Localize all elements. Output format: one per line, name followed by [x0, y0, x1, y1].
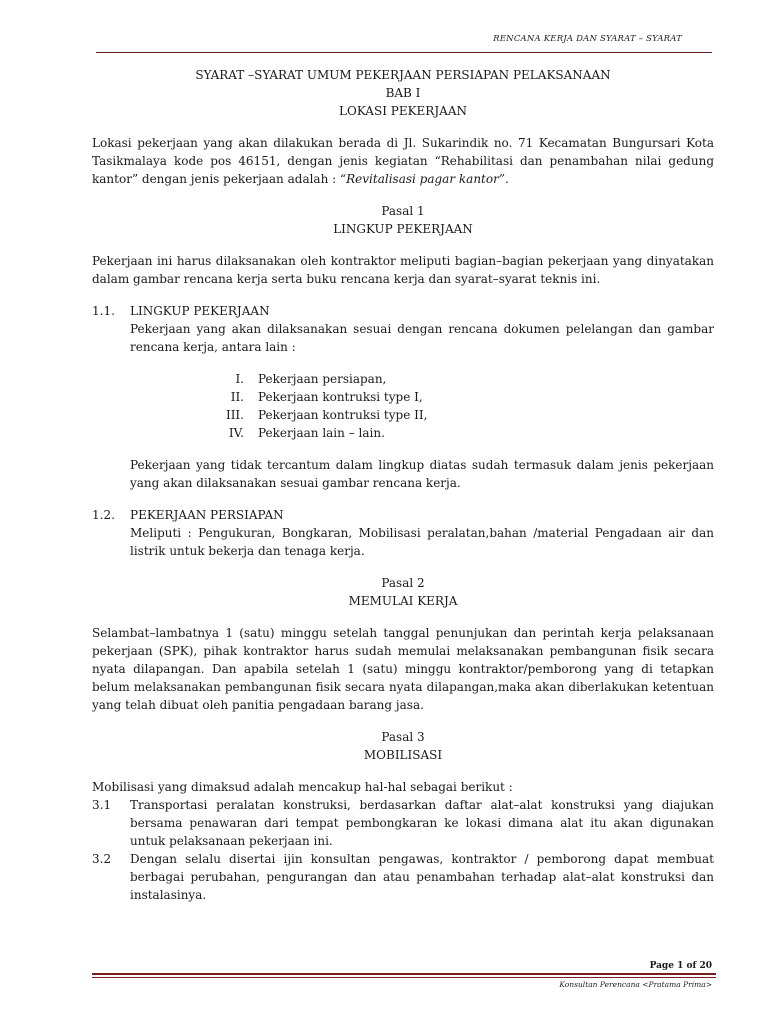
section-1-1-paragraph-2: Pekerjaan yang tidak tercantum dalam lingkup diatas sudah termasuk dalam jenis pekerjaan yang akan dilaksanakan sesuai gambar rencana kerja. — [130, 458, 714, 490]
section-title: PEKERJAAN PERSIAPAN — [130, 508, 284, 522]
running-header: RENCANA KERJA DAN SYARAT – SYARAT — [493, 34, 682, 44]
section-paragraph: Pekerjaan yang akan dilaksanakan sesuai dengan rencana dokumen pelelangan dan gambar rencana kerja, antara lain : — [130, 322, 714, 354]
pasal-1-subheading: LINGKUP PEKERJAAN — [333, 222, 473, 236]
footer-firm-name: Konsultan Perencana <Pratama Prima> — [559, 980, 712, 989]
list-item: III. Pekerjaan kontruksi type II, — [225, 408, 428, 422]
section-title: LINGKUP PEKERJAAN — [130, 304, 270, 318]
intro-italic-text: “Revitalisasi pagar kantor”. — [340, 172, 509, 186]
list-item: IV. Pekerjaan lain – lain. — [228, 426, 385, 440]
section-1-1 — [92, 302, 714, 356]
intro-paragraph — [92, 134, 714, 188]
mobilisasi-item: 3.2 Dengan selalu disertai ijin konsultan pengawas, kontraktor / pemborong dapat membuat berbagai perubahan, pengurangan dan atau penambahan terhadap alat–alat konstruksi dan instalasinya. — [92, 852, 714, 902]
chapter-title: LOKASI PEKERJAAN — [339, 104, 467, 118]
pasal-2-subheading: MEMULAI KERJA — [348, 594, 458, 608]
section-paragraph: Meliputi : Pengukuran, Bongkaran, Mobilisasi peralatan,bahan /material Pengadaan air dan listrik untuk bekerja dan tenaga kerja. — [130, 526, 714, 558]
section-number: 1.1. — [92, 304, 115, 318]
pasal-3-heading: Pasal 3 — [381, 730, 425, 744]
chapter-number: BAB I — [385, 86, 421, 100]
pasal-2-paragraph: Selambat–lambatnya 1 (satu) minggu setelah tanggal penunjukan dan perintah kerja pelaksanaan pekerjaan (SPK), pihak kontraktor harus sudah memulai melaksanakan pembangunan fisik secara nyata dilapangan. Dan apabila setelah 1 (satu) minggu kontraktor/pemborong yang di tetapkan belum melaksanakan pembangunan fisik secara nyata dilapangan,maka akan diberlakukan ketentuan yang telah dibuat oleh panitia pengadaan barang jasa. — [92, 626, 714, 712]
section-1-2 — [92, 506, 714, 560]
work-items-list — [92, 370, 714, 442]
footer-rule — [92, 973, 716, 975]
list-item: I. Pekerjaan persiapan, — [235, 372, 387, 386]
section-number: 1.2. — [92, 508, 115, 522]
header-rule — [96, 52, 712, 53]
mobilisasi-item: 3.1 Transportasi peralatan konstruksi, berdasarkan daftar alat–alat konstruksi yang diajukan bersama penawaran dari tempat pembongkaran ke lokasi dimana alat itu akan digunakan untuk pelaksanaan pekerjaan ini. — [92, 798, 714, 848]
pasal-2-heading: Pasal 2 — [381, 576, 425, 590]
intro-text: Lokasi pekerjaan yang akan dilakukan berada di Jl. Sukarindik no. 71 Kecamatan Bungursari Kota Tasikmalaya kode pos 46151, dengan jenis kegiatan “Rehabilitasi dan penambahan nilai gedung kantor” dengan jenis pekerjaan adalah : — [92, 136, 714, 186]
pasal-3-subheading: MOBILISASI — [363, 748, 443, 762]
list-item: II. Pekerjaan kontruksi type I, — [230, 390, 423, 404]
doc-title: SYARAT –SYARAT UMUM PEKERJAAN PERSIAPAN PELAKSANAAN — [195, 68, 611, 82]
pasal-3-intro: Mobilisasi yang dimaksud adalah mencakup hal-hal sebagai berikut : — [92, 780, 513, 794]
page-number: Page 1 of 20 — [649, 961, 712, 971]
document-body — [92, 66, 714, 904]
pasal-1-paragraph: Pekerjaan ini harus dilaksanakan oleh kontraktor meliputi bagian–bagian pekerjaan yang dinyatakan dalam gambar rencana kerja serta buku rencana kerja dan syarat–syarat teknis ini. — [92, 254, 714, 286]
pasal-1-heading: Pasal 1 — [381, 204, 425, 218]
footer-rule-thin — [92, 977, 716, 978]
